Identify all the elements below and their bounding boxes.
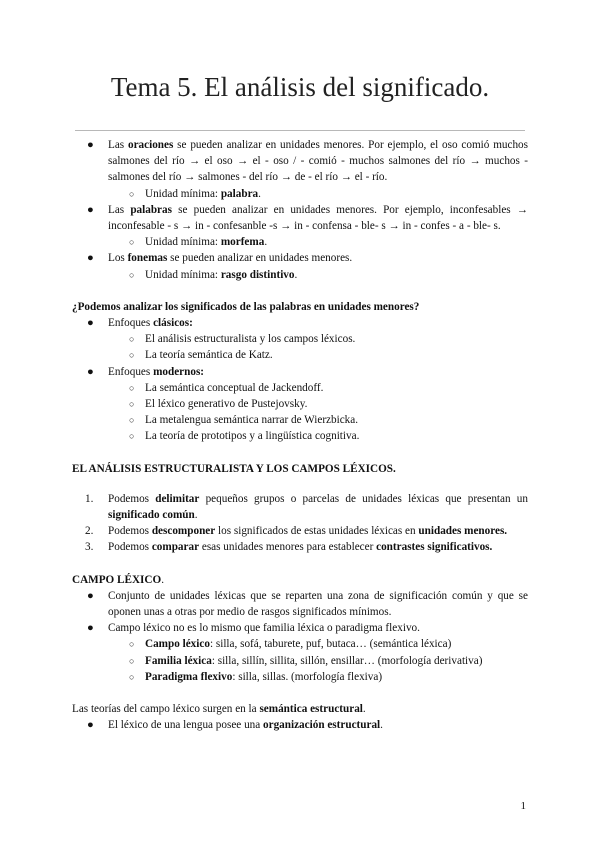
campo-lexico-heading: CAMPO LÉXICO. bbox=[72, 573, 164, 586]
sub-item: ○ Paradigma flexivo: silla, sillas. (morfología flexiva) bbox=[72, 669, 528, 685]
bullet-icon: ● bbox=[87, 139, 94, 151]
sub-item-rasgo: ○ Unidad mínima: rasgo distintivo. bbox=[72, 267, 528, 283]
units-list bbox=[72, 137, 528, 283]
sub-item: ○ La semántica conceptual de Jackendoff. bbox=[72, 380, 528, 396]
list-item-modernos: ● Enfoques modernos: bbox=[72, 364, 528, 380]
circle-bullet-icon: ○ bbox=[129, 237, 135, 248]
bullet-icon: ● bbox=[87, 589, 94, 602]
sub-item: ○ Campo léxico: silla, sofá, taburete, puf, butaca… (semántica léxica) bbox=[72, 636, 528, 652]
title-divider bbox=[75, 130, 525, 131]
sub-item: ○ La metalengua semántica narrar de Wierzbicka. bbox=[72, 412, 528, 428]
circle-bullet-icon: ○ bbox=[129, 269, 135, 280]
circle-bullet-icon: ○ bbox=[129, 350, 135, 361]
structuralist-steps bbox=[72, 491, 528, 556]
list-item-fonemas: ● Los fonemas se pueden analizar en unidades menores. bbox=[72, 250, 528, 266]
campo-lexico-list bbox=[72, 588, 528, 685]
page-title: Tema 5. El análisis del significado. bbox=[110, 72, 490, 102]
bullet-icon: ● bbox=[87, 252, 94, 265]
list-item: ● Conjunto de unidades léxicas que se reparten una zona de significación común y que se oponen unas a otras por medio de rasgos significados mínimos. bbox=[87, 589, 528, 619]
list-item: ● El léxico de una lengua posee una organización estructural. bbox=[72, 717, 528, 733]
circle-bullet-icon: ○ bbox=[129, 655, 135, 666]
sub-item-palabra: ○ Unidad mínima: palabra. bbox=[72, 186, 528, 202]
list-item-oraciones: ● Las oraciones se pueden analizar en unidades menores. Por ejemplo, el oso comió muchos salmones del río → el oso → el - oso / - comió - muchos salmones del río → muchos - salmones del río → salmones - del río → de - el río → el - río. bbox=[87, 139, 528, 184]
circle-bullet-icon: ○ bbox=[129, 334, 135, 345]
circle-bullet-icon: ○ bbox=[129, 671, 135, 682]
list-item-palabras: ● Las palabras se pueden analizar en unidades menores. Por ejemplo, inconfesables → inconfesable - s → in - confesanble -s → in - confensa - ble- s → in - confes - a - ble- s. bbox=[87, 203, 528, 233]
list-item: ● Campo léxico no es lo mismo que familia léxica o paradigma flexivo. bbox=[72, 620, 528, 636]
sub-item-morfema: ○ Unidad mínima: morfema. bbox=[72, 234, 528, 250]
section-heading-estructuralista: EL ANÁLISIS ESTRUCTURALISTA Y LOS CAMPOS LÉXICOS. bbox=[72, 462, 396, 475]
circle-bullet-icon: ○ bbox=[129, 382, 135, 393]
circle-bullet-icon: ○ bbox=[129, 415, 135, 426]
bullet-icon: ● bbox=[87, 317, 94, 330]
sub-item: ○ Familia léxica: silla, sillín, sillita, sillón, ensillar… (morfología derivativa) bbox=[72, 653, 528, 669]
list-item-clasicos: ● Enfoques clásicos: bbox=[72, 315, 528, 331]
theories-list bbox=[72, 717, 528, 733]
bullet-icon: ● bbox=[87, 719, 94, 732]
document-body bbox=[72, 137, 528, 734]
sub-item: ○ La teoría de prototipos y a lingüística cognitiva. bbox=[72, 428, 528, 444]
sub-item: ○ El léxico generativo de Pustejovsky. bbox=[72, 396, 528, 412]
numbered-item: 1. Podemos delimitar pequeños grupos o parcelas de unidades léxicas que presentan un significado común. bbox=[85, 492, 528, 522]
question-heading: ¿Podemos analizar los significados de las palabras en unidades menores? bbox=[72, 300, 420, 313]
approaches-list bbox=[72, 315, 528, 445]
page-number: 1 bbox=[520, 800, 526, 812]
circle-bullet-icon: ○ bbox=[129, 399, 135, 410]
circle-bullet-icon: ○ bbox=[129, 639, 135, 650]
bullet-icon: ● bbox=[87, 622, 94, 635]
circle-bullet-icon: ○ bbox=[129, 431, 135, 442]
theories-paragraph: Las teorías del campo léxico surgen en la semántica estructural. bbox=[72, 703, 366, 716]
sub-item: ○ La teoría semántica de Katz. bbox=[72, 347, 528, 363]
bullet-icon: ● bbox=[87, 365, 94, 378]
bullet-icon: ● bbox=[87, 203, 94, 216]
numbered-item: 3. Podemos comparar esas unidades menores para establecer contrastes significativos. bbox=[85, 541, 493, 554]
numbered-item: 2. Podemos descomponer los significados de estas unidades léxicas en unidades menores. bbox=[85, 525, 508, 538]
circle-bullet-icon: ○ bbox=[129, 188, 135, 199]
sub-item: ○ El análisis estructuralista y los campos léxicos. bbox=[72, 331, 528, 347]
